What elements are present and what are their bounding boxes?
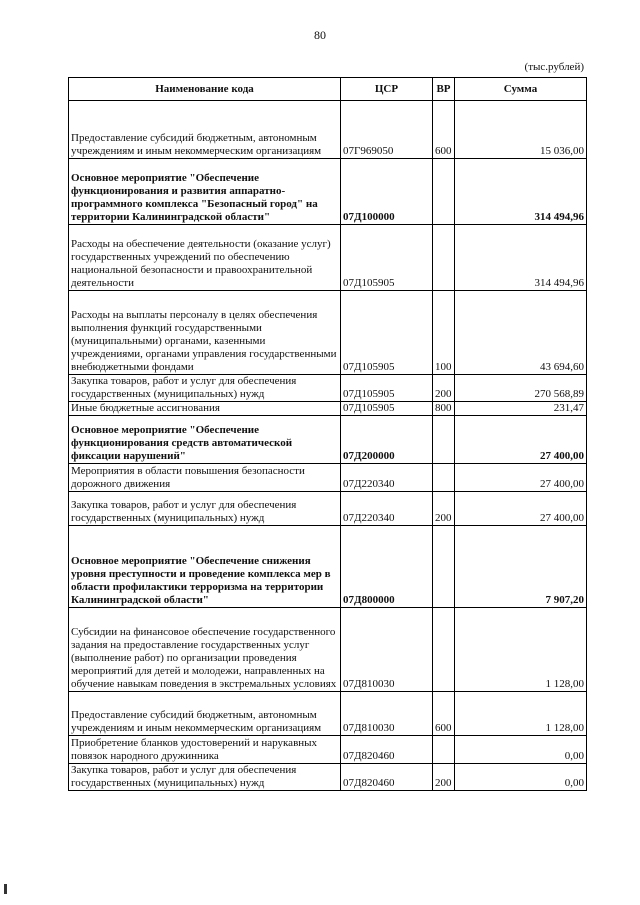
row-csr: 07Д820460 xyxy=(341,736,433,764)
row-name: Расходы на обеспечение деятельности (оказание услуг) государственных учреждений по обеспечению национальной безопасности и правоохранительной деятельности xyxy=(69,225,341,291)
row-csr: 07Д220340 xyxy=(341,492,433,526)
row-name: Закупка товаров, работ и услуг для обеспечения государственных (муниципальных) нужд xyxy=(69,492,341,526)
row-vr: 600 xyxy=(433,692,455,736)
row-sum: 27 400,00 xyxy=(455,464,587,492)
header-sum: Сумма xyxy=(455,78,587,101)
row-csr: 07Д220340 xyxy=(341,464,433,492)
table-row xyxy=(69,526,587,608)
row-vr xyxy=(433,608,455,692)
row-sum: 231,47 xyxy=(455,402,587,416)
row-vr: 200 xyxy=(433,492,455,526)
row-csr: 07Д105905 xyxy=(341,402,433,416)
table-row xyxy=(69,375,587,402)
row-name: Основное мероприятие "Обеспечение снижения уровня преступности и проведение комплекса мер в области профилактики терроризма на территории Калининградской области" xyxy=(69,526,341,608)
row-csr: 07Д810030 xyxy=(341,692,433,736)
row-csr: 07Д820460 xyxy=(341,764,433,791)
margin-mark xyxy=(4,884,7,894)
row-csr: 07Д105905 xyxy=(341,291,433,375)
row-vr xyxy=(433,736,455,764)
row-name: Основное мероприятие "Обеспечение функционирования средств автоматической фиксации нарушений" xyxy=(69,416,341,464)
table-row xyxy=(69,692,587,736)
table-row xyxy=(69,416,587,464)
row-vr: 600 xyxy=(433,101,455,159)
row-name: Приобретение бланков удостоверений и нарукавных повязок народного дружинника xyxy=(69,736,341,764)
row-name: Мероприятия в области повышения безопасности дорожного движения xyxy=(69,464,341,492)
row-sum: 1 128,00 xyxy=(455,692,587,736)
row-csr: 07Д105905 xyxy=(341,225,433,291)
row-sum: 1 128,00 xyxy=(455,608,587,692)
page-number: 80 xyxy=(314,28,326,42)
row-sum: 0,00 xyxy=(455,736,587,764)
row-vr: 200 xyxy=(433,764,455,791)
table-row xyxy=(69,764,587,791)
table-row xyxy=(69,225,587,291)
row-csr: 07Д105905 xyxy=(341,375,433,402)
row-name: Иные бюджетные ассигнования xyxy=(69,402,341,416)
row-sum: 27 400,00 xyxy=(455,492,587,526)
row-name: Расходы на выплаты персоналу в целях обеспечения выполнения функций государственными (муниципальными) органами, казенными учреждениями, органами управления государственными внебюджетными фондами xyxy=(69,291,341,375)
row-name: Предоставление субсидий бюджетным, автономным учреждениям и иным некоммерческим организациям xyxy=(69,101,341,159)
row-name: Закупка товаров, работ и услуг для обеспечения государственных (муниципальных) нужд xyxy=(69,764,341,791)
row-csr: 07Д100000 xyxy=(341,159,433,225)
row-vr: 800 xyxy=(433,402,455,416)
row-sum: 314 494,96 xyxy=(455,225,587,291)
table-row xyxy=(69,402,587,416)
table-row xyxy=(69,464,587,492)
row-sum: 0,00 xyxy=(455,764,587,791)
row-csr: 07Г969050 xyxy=(341,101,433,159)
row-sum: 27 400,00 xyxy=(455,416,587,464)
table-row xyxy=(69,101,587,159)
row-sum: 270 568,89 xyxy=(455,375,587,402)
row-name: Субсидии на финансовое обеспечение государственного задания на предоставление государственных услуг (выполнение работ) по организации проведения мероприятий для детей и молодежи, направленных на обучение навыкам поведения в экстремальных условиях xyxy=(69,608,341,692)
table-header-row xyxy=(69,78,587,101)
row-vr xyxy=(433,416,455,464)
row-sum: 15 036,00 xyxy=(455,101,587,159)
row-name: Закупка товаров, работ и услуг для обеспечения государственных (муниципальных) нужд xyxy=(69,375,341,402)
table-row xyxy=(69,492,587,526)
row-vr xyxy=(433,225,455,291)
table-row xyxy=(69,736,587,764)
table-row xyxy=(69,608,587,692)
row-vr: 100 xyxy=(433,291,455,375)
header-vr: ВР xyxy=(433,78,455,101)
header-name: Наименование кода xyxy=(69,78,341,101)
units-label: (тыс.рублей) xyxy=(524,61,584,73)
row-csr: 07Д810030 xyxy=(341,608,433,692)
row-vr: 200 xyxy=(433,375,455,402)
header-csr: ЦСР xyxy=(341,78,433,101)
row-vr xyxy=(433,526,455,608)
row-sum: 43 694,60 xyxy=(455,291,587,375)
table-row xyxy=(69,159,587,225)
row-sum: 7 907,20 xyxy=(455,526,587,608)
row-sum: 314 494,96 xyxy=(455,159,587,225)
row-csr: 07Д800000 xyxy=(341,526,433,608)
row-name: Основное мероприятие "Обеспечение функционирования и развития аппаратно-программного комплекса "Безопасный город" на территории Калининградской области" xyxy=(69,159,341,225)
table-row xyxy=(69,291,587,375)
row-csr: 07Д200000 xyxy=(341,416,433,464)
row-name: Предоставление субсидий бюджетным, автономным учреждениям и иным некоммерческим организациям xyxy=(69,692,341,736)
row-vr xyxy=(433,464,455,492)
budget-table xyxy=(68,77,587,791)
row-vr xyxy=(433,159,455,225)
